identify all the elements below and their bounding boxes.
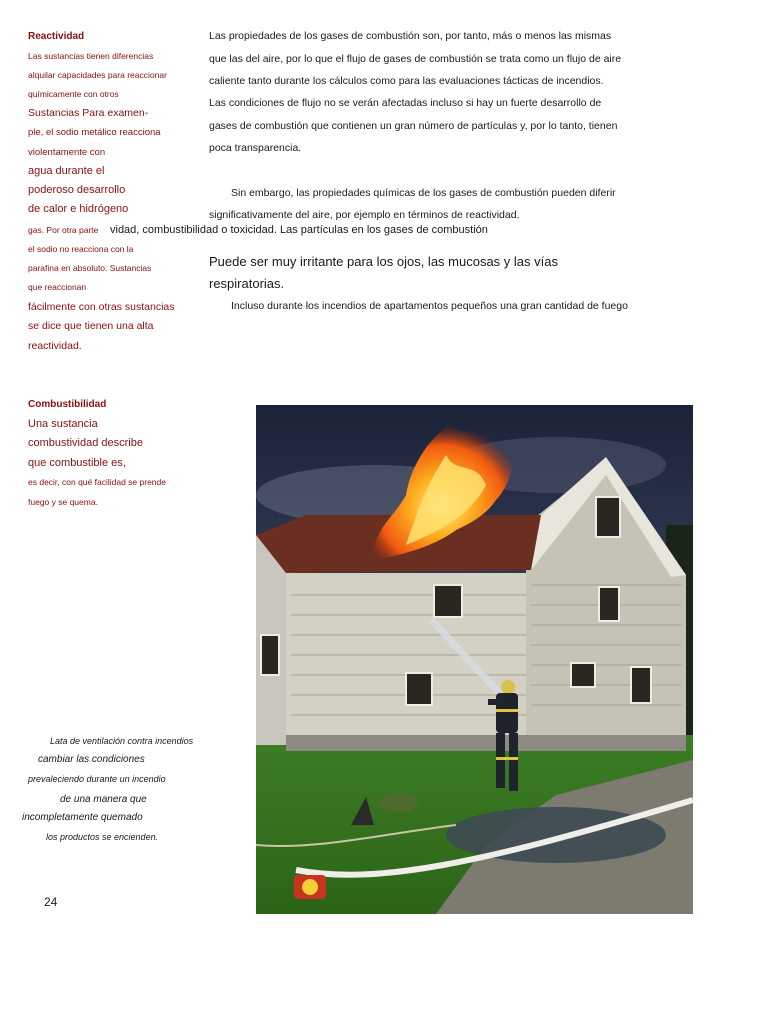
photo-caption-line: cambiar las condiciones: [38, 754, 145, 765]
main-text-line: poca transparencia.: [209, 142, 302, 154]
combustibilidad-line: fuego y se quema.: [28, 497, 98, 507]
reactividad-line: de calor e hidrógeno: [28, 203, 129, 215]
reactividad-line: Sustancias Para examen-: [28, 107, 149, 119]
combustibilidad-heading: Combustibilidad: [28, 399, 107, 410]
main-text-line: significativamente del aire, por ejemplo en términos de reactividad.: [209, 209, 520, 221]
combustibilidad-line: combustividad describe: [28, 437, 143, 449]
reactividad-line: agua durante el: [28, 165, 105, 177]
reactividad-line: el sodio no reacciona con la: [28, 244, 134, 254]
main-text-line: gases de combustión que contienen un gran número de partículas y, por lo tanto, tienen: [209, 120, 618, 132]
main-text-line: que las del aire, por lo que el flujo de gases de combustión se trata como un flujo de aire: [209, 53, 622, 65]
reactividad-line: ple, el sodio metálico reacciona: [28, 127, 161, 138]
page-number: 24: [44, 895, 58, 909]
main-text-line: Las propiedades de los gases de combustión son, por tanto, más o menos las mismas: [209, 30, 612, 42]
reactividad-line: Las sustancias tienen diferencias: [28, 51, 154, 61]
reactividad-line: alquilar capacidades para reaccionar: [28, 70, 167, 80]
burning-house-illustration: [256, 405, 693, 914]
combustibilidad-line: Una sustancia: [28, 418, 98, 430]
reactividad-line: que reaccionan: [28, 282, 87, 292]
photo-caption-line: Lata de ventilación contra incendios: [50, 736, 194, 746]
reactividad-heading: Reactividad: [28, 31, 85, 42]
photo-caption-line: de una manera que: [60, 794, 147, 805]
main-text-line: caliente tanto durante los cálculos como para las evaluaciones tácticas de incendios.: [209, 75, 604, 87]
photo-caption-line: prevaleciendo durante un incendio: [28, 774, 166, 784]
main-text-line: Las condiciones de flujo no se verán afectadas incluso si hay un fuerte desarrollo de: [209, 97, 602, 109]
main-text-line: vidad, combustibilidad o toxicidad. Las partículas en los gases de combustión: [110, 224, 488, 236]
main-text-line: Incluso durante los incendios de apartamentos pequeños una gran cantidad de fuego: [231, 300, 628, 312]
reactividad-line: poderoso desarrollo: [28, 184, 126, 196]
main-text-line: Puede ser muy irritante para los ojos, las mucosas y las vías: [209, 254, 558, 269]
combustibilidad-line: que combustible es,: [28, 457, 126, 469]
photo-caption-line: incompletamente quemado: [22, 812, 143, 823]
burning-house-photo: [256, 405, 693, 914]
reactividad-line: violentamente con: [28, 147, 106, 158]
main-text-line: Sin embargo, las propiedades químicas de los gases de combustión pueden diferir: [231, 187, 616, 199]
photo-caption-line: los productos se encienden.: [46, 832, 159, 842]
combustibilidad-line: es decir, con qué facilidad se prende: [28, 477, 166, 487]
reactividad-line: fácilmente con otras sustancias: [28, 301, 175, 313]
main-text-line: respiratorias.: [209, 276, 285, 291]
reactividad-line: reactividad.: [28, 340, 82, 352]
reactividad-line: parafina en absoluto. Sustancias: [28, 263, 152, 273]
reactividad-line: gas. Por otra parte: [28, 225, 99, 235]
reactividad-line: químicamente con otros: [28, 89, 119, 99]
reactividad-line: se dice que tienen una alta: [28, 320, 154, 332]
